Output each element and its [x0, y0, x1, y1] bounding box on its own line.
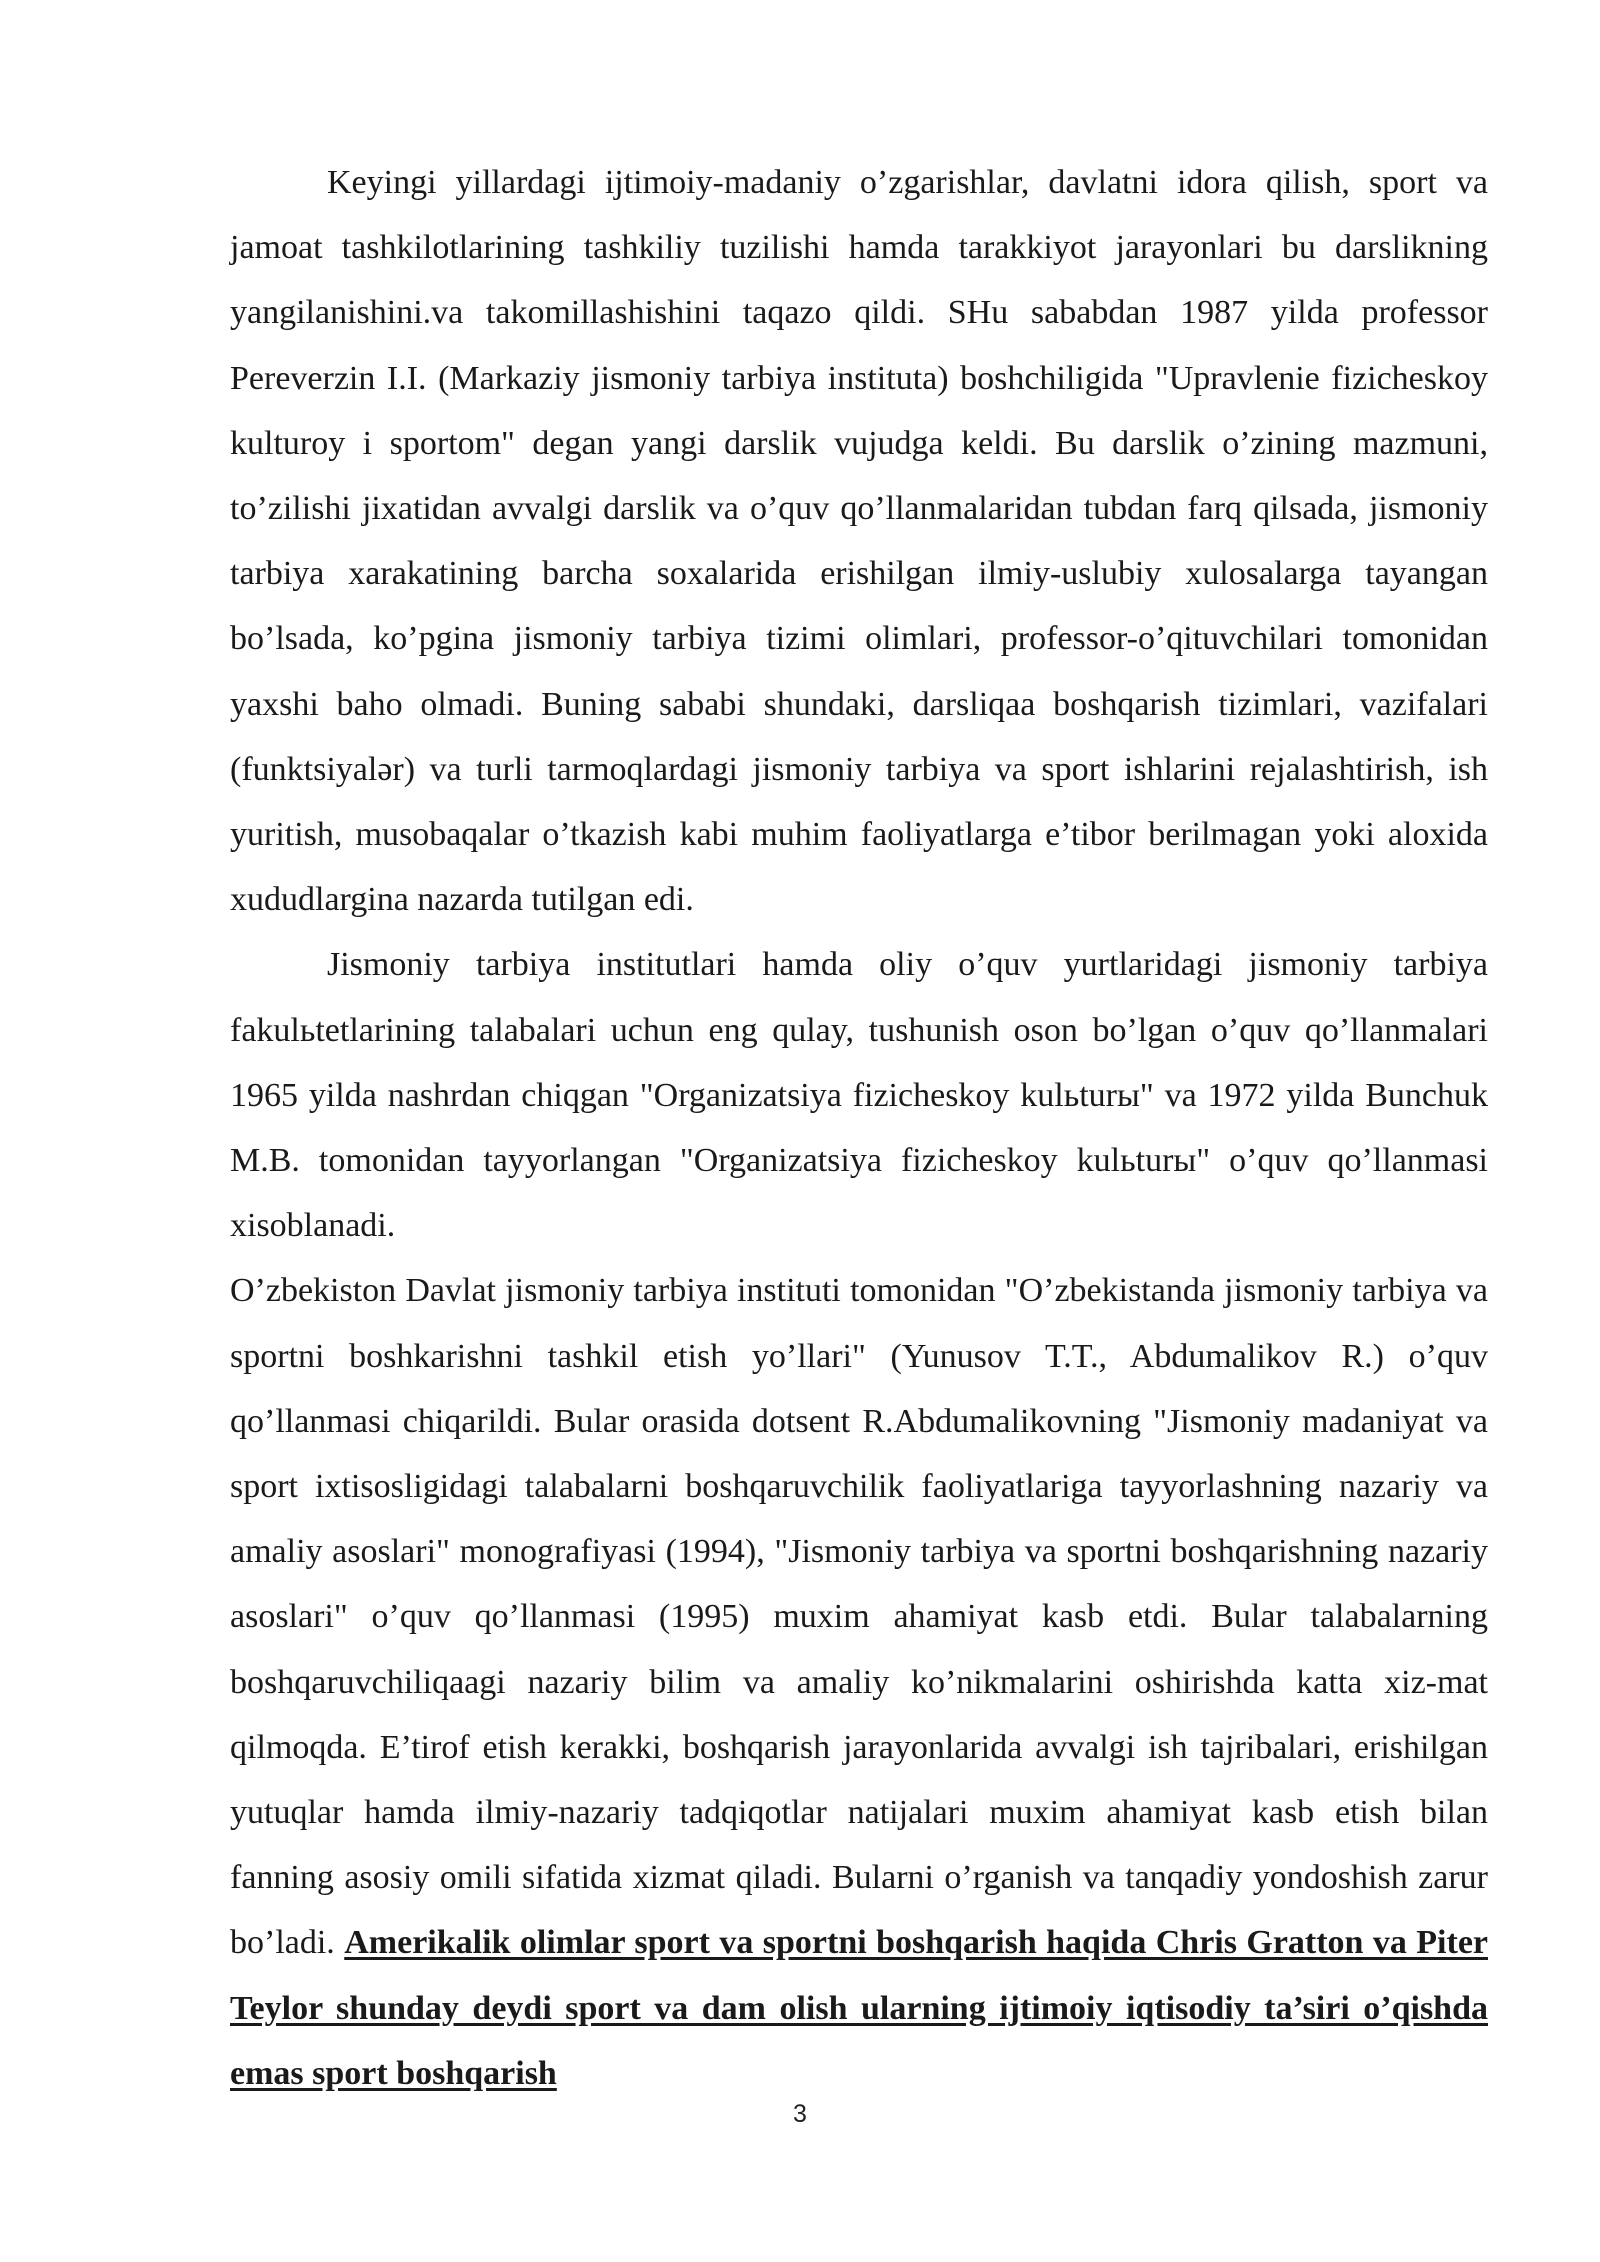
paragraph-1: Keyingi yillardagi ijtimoiy-madaniy o’zgarishlar, davlatni idora qilish, sport va jamoat tashkilotlarining tashkiliy tuzilishi hamda tarakkiyot jarayonlari bu darslikning yangilanishini.va takomillashishini taqazo qildi. SHu sababdan 1987 yilda professor Pereverzin I.I. (Markaziy jismoniy tarbiya instituta) boshchiligida "Upravlenie fizicheskoy kulturoy i sportom" degan yangi darslik vujudga keldi. Bu darslik o’zining mazmuni, to’zilishi jixatidan avvalgi darslik va o’quv qo’llanmalaridan tubdan farq qilsada, jismoniy tarbiya xarakatining barcha soxalarida erishilgan ilmiy-uslubiy xulosalarga tayangan bo’lsada, ko’pgina jismoniy tarbiya tizimi olimlari, professor-o’qituvchilari tomonidan yaxshi baho olmadi. Buning sababi shundaki, darsliqaa boshqarish tizimlari, vazifalari (funktsiyalər) va turli tarmoqlardagi jismoniy tarbiya va sport ishlarini rejalashtirish, ish yuritish, musobaqalar o’tkazish kabi muhim faoliyatlarga e’tibor berilmagan yoki aloxida xududlargina nazarda tutilgan edi.: [230, 164, 1488, 919]
paragraph-3-emphasis: Amerikalik olimlar sport va sportni boshqarish haqida Chris Gratton va Piter Teylor shunday deydi sport va dam olish ularning ijtimoiy iqtisodiy ta’siri o’qishda emas sport boshqarish: [230, 1924, 1489, 2092]
paragraph-3: [230, 1258, 1488, 2106]
paragraph-3-text: O’zbekiston Davlat jismoniy tarbiya instituti tomonidan "O’zbekistanda jismoniy tarbiya va sportni boshkarishni tashkil etish yo’llari" (Yunusov T.T., Abdumalikov R.) o’quv qo’llanmasi chiqarildi. Bular orasida dotsent R.Abdumalikovning "Jismoniy madaniyat va sport ixtisosligidagi talabalarni boshqaruvchilik faoliyatlariga tayyorlashning nazariy va amaliy asoslari" monografiyasi (1994), "Jismoniy tarbiya va sportni boshqarishning nazariy asoslari" o’quv qo’llanmasi (1995) muxim ahamiyat kasb etdi. Bular talabalarning boshqaruvchiliqaagi nazariy bilim va amaliy ko’nikmalarini oshirishda katta xiz-mat qilmoqda. E’tirof etish kerakki, boshqarish jarayonlarida avvalgi ish tajribalari, erishilgan yutuqlar hamda ilmiy-nazariy tadqiqotlar natijalari muxim ahamiyat kasb etish bilan fanning asosiy omili sifatida xizmat qiladi. Bularni o’rganish va tanqadiy yondoshish zarur bo’ladi.: [230, 1272, 1488, 1962]
document-page: [230, 150, 1488, 2106]
paragraph-2: Jismoniy tarbiya institutlari hamda oliy o’quv yurtlaridagi jismoniy tarbiya fakulьtetlarining talabalari uchun eng qulay, tushunish oson bo’lgan o’quv qo’llanmalari 1965 yilda nashrdan chiqgan "Organizatsiya fizicheskoy kulьturы" va 1972 yilda Bunchuk M.B. tomonidan tayyorlangan "Organizatsiya fizicheskoy kulьturы" o’quv qo’llanmasi xisoblanadi.: [230, 946, 1488, 1245]
page-number: 3: [793, 2100, 807, 2128]
